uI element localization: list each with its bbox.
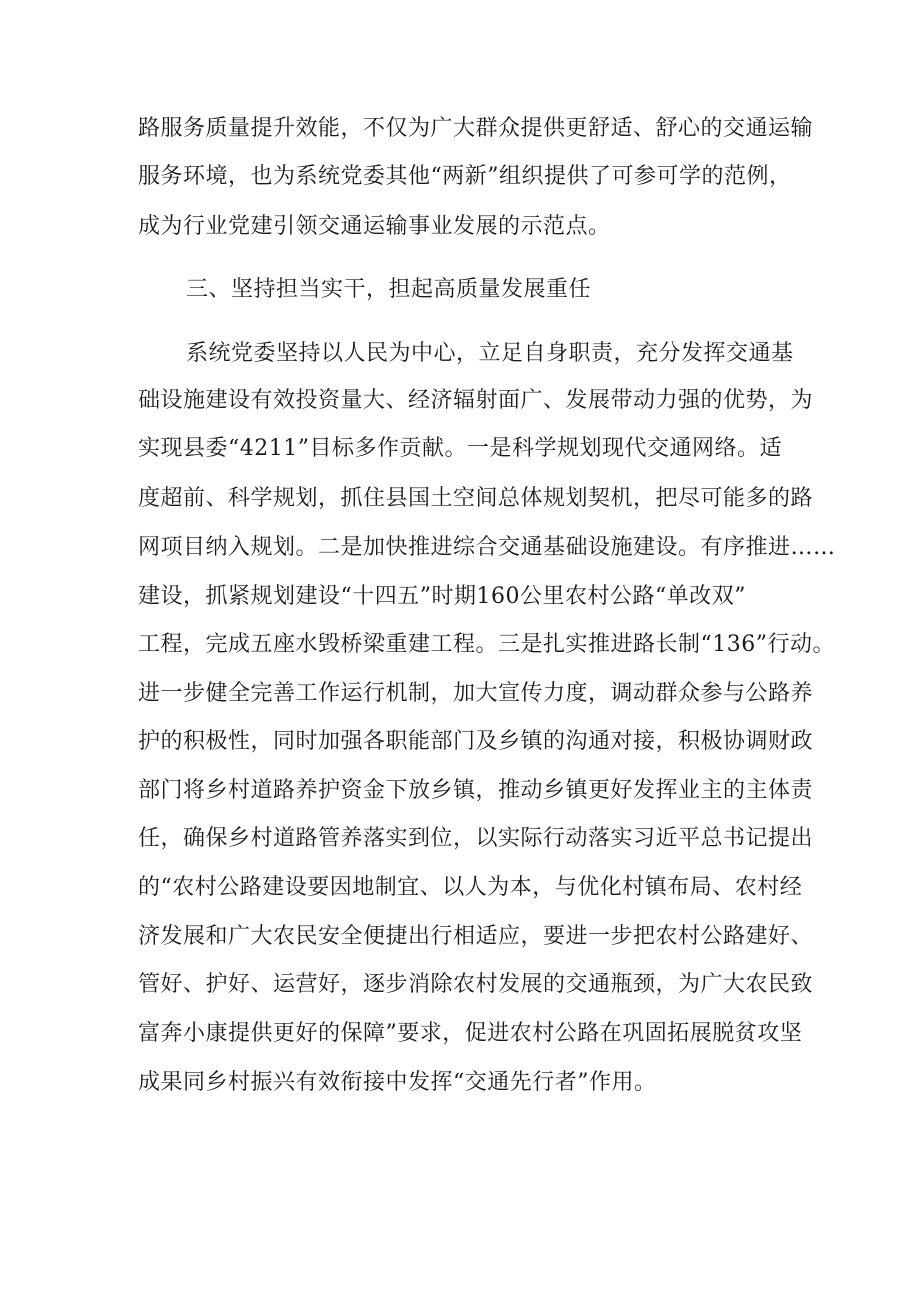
section-heading: 三、坚持担当实干，担起高质量发展重任 (186, 277, 592, 302)
body-line-2: 础设施建设有效投资量大、经济辐射面广、发展带动力强的优势，为 (138, 388, 814, 413)
body-line-5: 网项目纳入规划。二是加快推进综合交通基础设施建设。有序推进…… (138, 535, 836, 560)
body-line-8: 进一步健全完善工作运行机制，加大宣传力度，调动群众参与公路养 (138, 681, 814, 706)
body-line-16: 成果同乡村振兴有效衔接中发挥“交通先行者”作用。 (138, 1070, 657, 1095)
body-line-1: 系统党委坚持以人民为中心，立足自身职责，充分发挥交通基 (186, 341, 794, 366)
body-line-9: 护的积极性，同时加强各职能部门及乡镇的沟通对接，积极协调财政 (138, 729, 814, 754)
body-line-15: 富奔小康提供更好的保障”要求，促进农村公路在巩固拓展脱贫攻坚 (138, 1021, 803, 1046)
body-line-14: 管好、护好、运营好，逐步消除农村发展的交通瓶颈，为广大农民致 (138, 972, 814, 997)
intro-line-3: 成为行业党建引领交通运输事业发展的示范点。 (138, 214, 611, 239)
body-line-10: 部门将乡村道路养护资金下放乡镇，推动乡镇更好发挥业主的主体责 (138, 778, 814, 803)
body-line-6: 建设，抓紧规划建设“十四五”时期160公里农村公路“单改双” (138, 584, 746, 609)
body-line-11: 任，确保乡村道路管养落实到位，以实际行动落实习近平总书记提出 (138, 826, 814, 851)
intro-line-1: 路服务质量提升效能，不仅为广大群众提供更舒适、舒心的交通运输 (138, 116, 814, 141)
intro-line-2: 服务环境，也为系统党委其他“两新”组织提供了可参可学的范例， (138, 164, 792, 189)
body-line-4: 度超前、科学规划，抓住县国土空间总体规划契机，把尽可能多的路 (138, 486, 814, 511)
body-line-13: 济发展和广大农民安全便捷出行相适应，要进一步把农村公路建好、 (138, 924, 814, 949)
body-line-7: 工程，完成五座水毁桥梁重建工程。三是扎实推进路长制“136”行动。 (138, 632, 835, 657)
body-line-3: 实现县委“4211”目标多作贡献。一是科学规划现代交通网络。适 (138, 436, 782, 461)
body-line-12: 的“农村公路建设要因地制宜、以人为本，与优化村镇布局、农村经 (138, 875, 803, 900)
